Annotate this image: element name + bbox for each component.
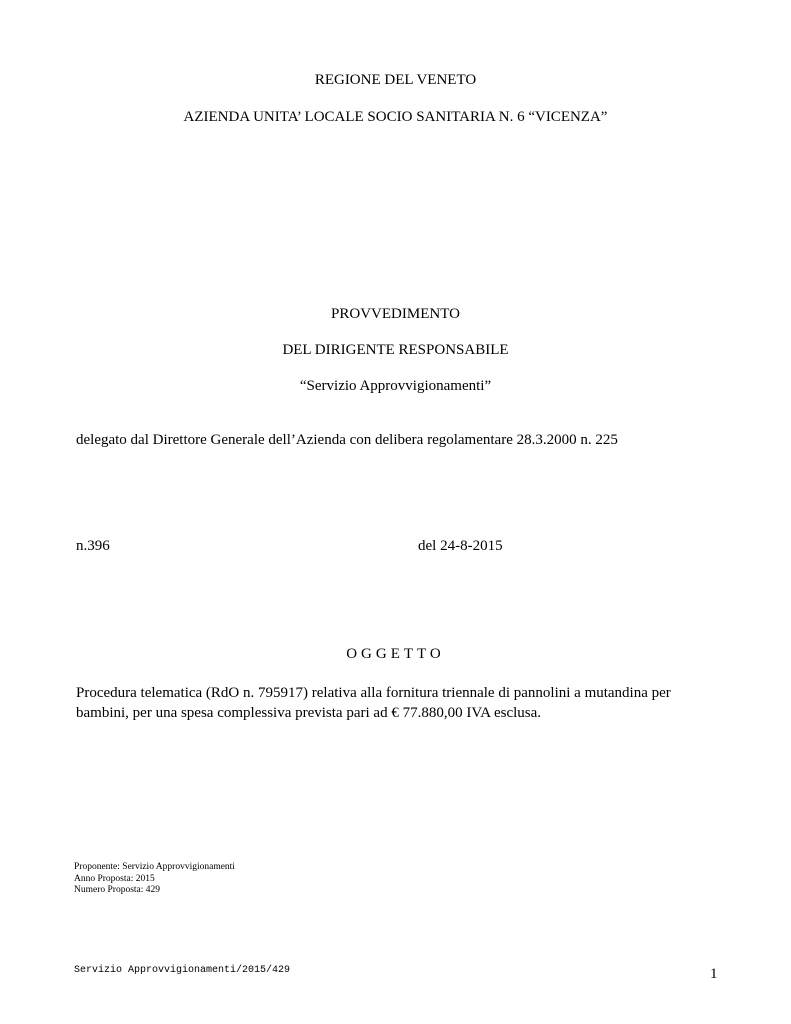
delegation-text: delegato dal Direttore Generale dell’Azienda con delibera regolamentare 28.3.2000 n. 225 xyxy=(76,432,618,448)
proposal-info xyxy=(74,862,235,897)
act-date: del 24-8-2015 xyxy=(418,538,503,554)
document-subtitle: DEL DIRIGENTE RESPONSABILE xyxy=(282,342,509,358)
proposal-proponent: Proponente: Servizio Approvvigionamenti xyxy=(74,862,235,872)
footer-reference: Servizio Approvvigionamenti/2015/429 xyxy=(74,965,291,976)
agency-heading: AZIENDA UNITA’ LOCALE SOCIO SANITARIA N. 6 “VICENZA” xyxy=(183,109,608,125)
region-heading: REGIONE DEL VENETO xyxy=(314,72,477,88)
subject-heading: OGGETTO xyxy=(346,646,445,662)
page-number: 1 xyxy=(710,966,718,982)
proposal-year: Anno Proposta: 2015 xyxy=(74,873,155,884)
act-number: n.396 xyxy=(76,538,110,554)
subject-text: Procedura telematica (RdO n. 795917) relativa alla fornitura triennale di pannolini a mutandina per bambini, per una spesa complessiva prevista pari ad € 77.880,00 IVA esclusa. xyxy=(76,685,671,721)
proposal-number: Numero Proposta: 429 xyxy=(74,885,161,895)
document-title: PROVVEDIMENTO xyxy=(331,306,460,322)
service-name: “Servizio Approvvigionamenti” xyxy=(299,378,492,394)
